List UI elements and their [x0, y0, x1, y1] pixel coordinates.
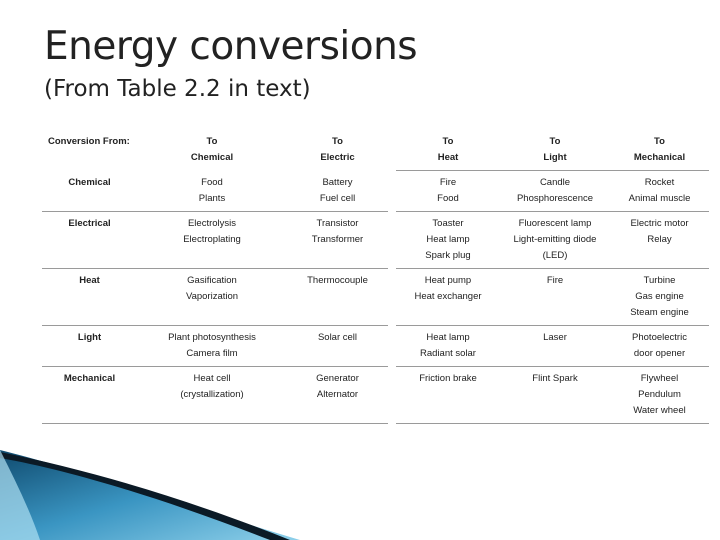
table-header-row — [42, 130, 709, 171]
table-cell: Fire — [500, 269, 610, 326]
corner-header: Conversion From: — [48, 136, 130, 147]
table-row — [42, 367, 709, 424]
table-cell: Electrolysis Electroplating — [137, 212, 287, 269]
table-cell: Friction brake — [392, 367, 500, 424]
table-cell: Flint Spark — [500, 367, 610, 424]
slide-title: Energy conversions — [44, 24, 418, 69]
table-cell: Heat lamp Radiant solar — [392, 326, 500, 367]
table-cell: Electric motor Relay — [610, 212, 709, 269]
table-cell: Food Plants — [137, 171, 287, 212]
table-row — [42, 326, 709, 367]
table-cell: Transistor Transformer — [287, 212, 392, 269]
column-header: To Heat — [392, 130, 500, 171]
column-header: To Electric — [320, 136, 355, 163]
row-header: Mechanical — [42, 367, 137, 424]
row-header: Light — [42, 326, 137, 367]
slide-subtitle: (From Table 2.2 in text) — [44, 76, 311, 102]
table-cell: Generator Alternator — [287, 367, 392, 424]
table-cell: Fire Food — [392, 171, 500, 212]
table-cell: Flywheel Pendulum Water wheel — [610, 367, 709, 424]
table-cell: Plant photosynthesis Camera film — [137, 326, 287, 367]
table-cell: Heat pump Heat exchanger — [392, 269, 500, 326]
table-row — [42, 171, 709, 212]
table-cell: Rocket Animal muscle — [610, 171, 709, 212]
table-cell: Heat cell (crystallization) — [137, 367, 287, 424]
table-cell: Solar cell — [287, 326, 392, 367]
table-cell: Turbine Gas engine Steam engine — [610, 269, 709, 326]
column-header: To Light — [500, 130, 610, 171]
decorative-wave-graphic — [0, 450, 720, 540]
energy-conversion-table — [42, 130, 709, 424]
table-cell: Laser — [500, 326, 610, 367]
column-header: To Mechanical — [610, 130, 709, 171]
table-cell: Gasification Vaporization — [137, 269, 287, 326]
table-cell: Candle Phosphorescence — [500, 171, 610, 212]
table-cell: Photoelectric door opener — [610, 326, 709, 367]
row-header: Heat — [42, 269, 137, 326]
table-cell: Thermocouple — [287, 269, 392, 326]
table-cell: Battery Fuel cell — [287, 171, 392, 212]
row-header: Electrical — [42, 212, 137, 269]
row-header: Chemical — [42, 171, 137, 212]
table-row — [42, 269, 709, 326]
table-row — [42, 212, 709, 269]
table-cell: Toaster Heat lamp Spark plug — [392, 212, 500, 269]
table-cell: Fluorescent lamp Light-emitting diode (LED) — [500, 212, 610, 269]
column-header: To Chemical — [190, 136, 234, 163]
